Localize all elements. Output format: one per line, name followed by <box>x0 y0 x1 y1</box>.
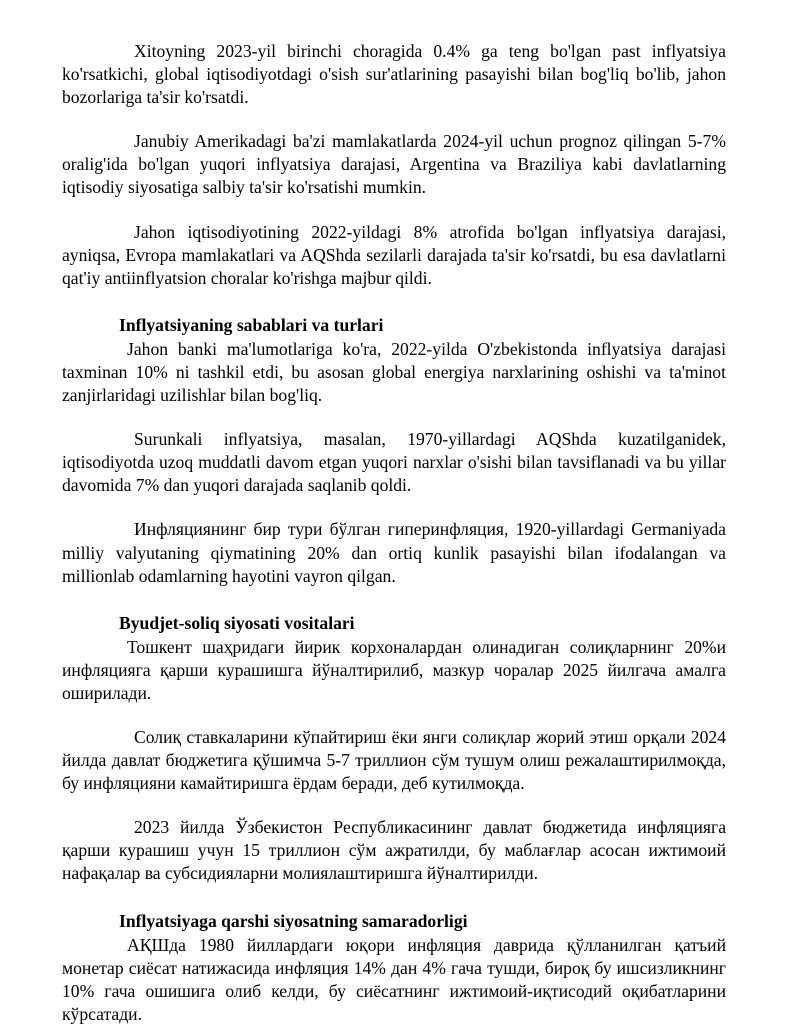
paragraph-hyperinflation: Инфляциянинг бир тури бўлган гиперинфляция, 1920-yillardagi Germaniyada milliy valyutaning qiymatining 20% dan ortiq kunlik pasayishi bilan ifodalangan va millionlab odamlarning hayotini vayron qilgan. <box>62 519 726 586</box>
document-page <box>62 40 726 1026</box>
section-causes-and-types <box>62 314 726 588</box>
section-heading: Byudjet-soliq siyosati vositalari <box>119 612 355 633</box>
paragraph-tashkent-taxes: Тошкент шаҳридаги йирик корхоналардан олинадиган солиқларнинг 20%и инфляцияга қарши курашишга йўналтирилиб, мазкур чоралар 2025 йилгача амалга оширилади. <box>62 636 726 703</box>
paragraph-world-inflation-2022: Jahon iqtisodiyotining 2022-yildagi 8% atrofida bo'lgan inflyatsiya darajasi, ayniqsa, Evropa mamlakatlari va AQShda sezilarli darajada ta'sir ko'rsatdi, bu esa davlatlarni qat'iy antiinflyatsion choralar ko'rishga majbur qildi. <box>62 221 726 288</box>
section-fiscal-tools <box>62 612 726 886</box>
intro-block <box>62 40 726 290</box>
paragraph-china-inflation: Xitoyning 2023-yil birinchi choragida 0.4% ga teng bo'lgan past inflyatsiya ko'rsatkichi, global iqtisodiyotdagi o'sish sur'atlarining pasayishi bilan bog'liq bo'lib, jahon bozorlariga ta'sir ko'rsatdi. <box>62 41 726 108</box>
paragraph-tax-rates-2024: Солиқ ставкаларини кўпайтириш ёки янги солиқлар жорий этиш орқали 2024 йилда давлат бюджетига қўшимча 5-7 триллион сўм тушум олиш режалаштирилмоқда, бу инфляцияни камайтиришга ёрдам беради, деб кутилмоқда. <box>62 726 726 794</box>
section-policy-effectiveness <box>62 910 726 1026</box>
paragraph-budget-2023: 2023 йилда Ўзбекистон Республикасининг давлат бюджетида инфляцияга қарши курашиш учун 15 триллион сўм ажратилди, бу маблағлар асосан ижтимоий нафақалар ва субсидияларни молиялаштиришга йўналтирилди. <box>62 817 726 884</box>
paragraph-usa-1980s-monetary: АҚШда 1980 йиллардаги юқори инфляция даврида қўлланилган қатъий монетар сиёсат натижасида инфляция 14% дан 4% гача тушди, бироқ бу ишсизликнинг 10% гача ошишига олиб келди, бу сиёсатнинг ижтимоий-иқтисодий оқибатларини кўрсатади. <box>62 934 726 1024</box>
paragraph-chronic-inflation: Surunkali inflyatsiya, masalan, 1970-yillardagi AQShda kuzatilganidek, iqtisodiyotda uzoq muddatli davom etgan yuqori narxlar o'sishi bilan tavsiflanadi va bu yillar davomida 7% dan yuqori darajada saqlanib qoldi. <box>62 429 726 496</box>
section-heading: Inflyatsiyaga qarshi siyosatning samaradorligi <box>119 910 468 931</box>
paragraph-uzbekistan-inflation-2022: Jahon banki ma'lumotlariga ko'ra, 2022-yilda O'zbekistonda inflyatsiya darajasi taxminan 10% ni tashkil etdi, bu asosan global energiya narxlarining oshishi va ta'minot zanjirlaridagi uzilishlar bilan bog'liq. <box>62 338 726 406</box>
paragraph-south-america-inflation: Janubiy Amerikadagi ba'zi mamlakatlarda 2024-yil uchun prognoz qilingan 5-7% oralig'ida bo'lgan yuqori inflyatsiya darajasi, Argentina va Braziliya kabi davlatlarning iqtisodiy siyosatiga salbiy ta'sir ko'rsatishi mumkin. <box>62 131 726 198</box>
section-heading: Inflyatsiyaning sabablari va turlari <box>119 314 384 335</box>
